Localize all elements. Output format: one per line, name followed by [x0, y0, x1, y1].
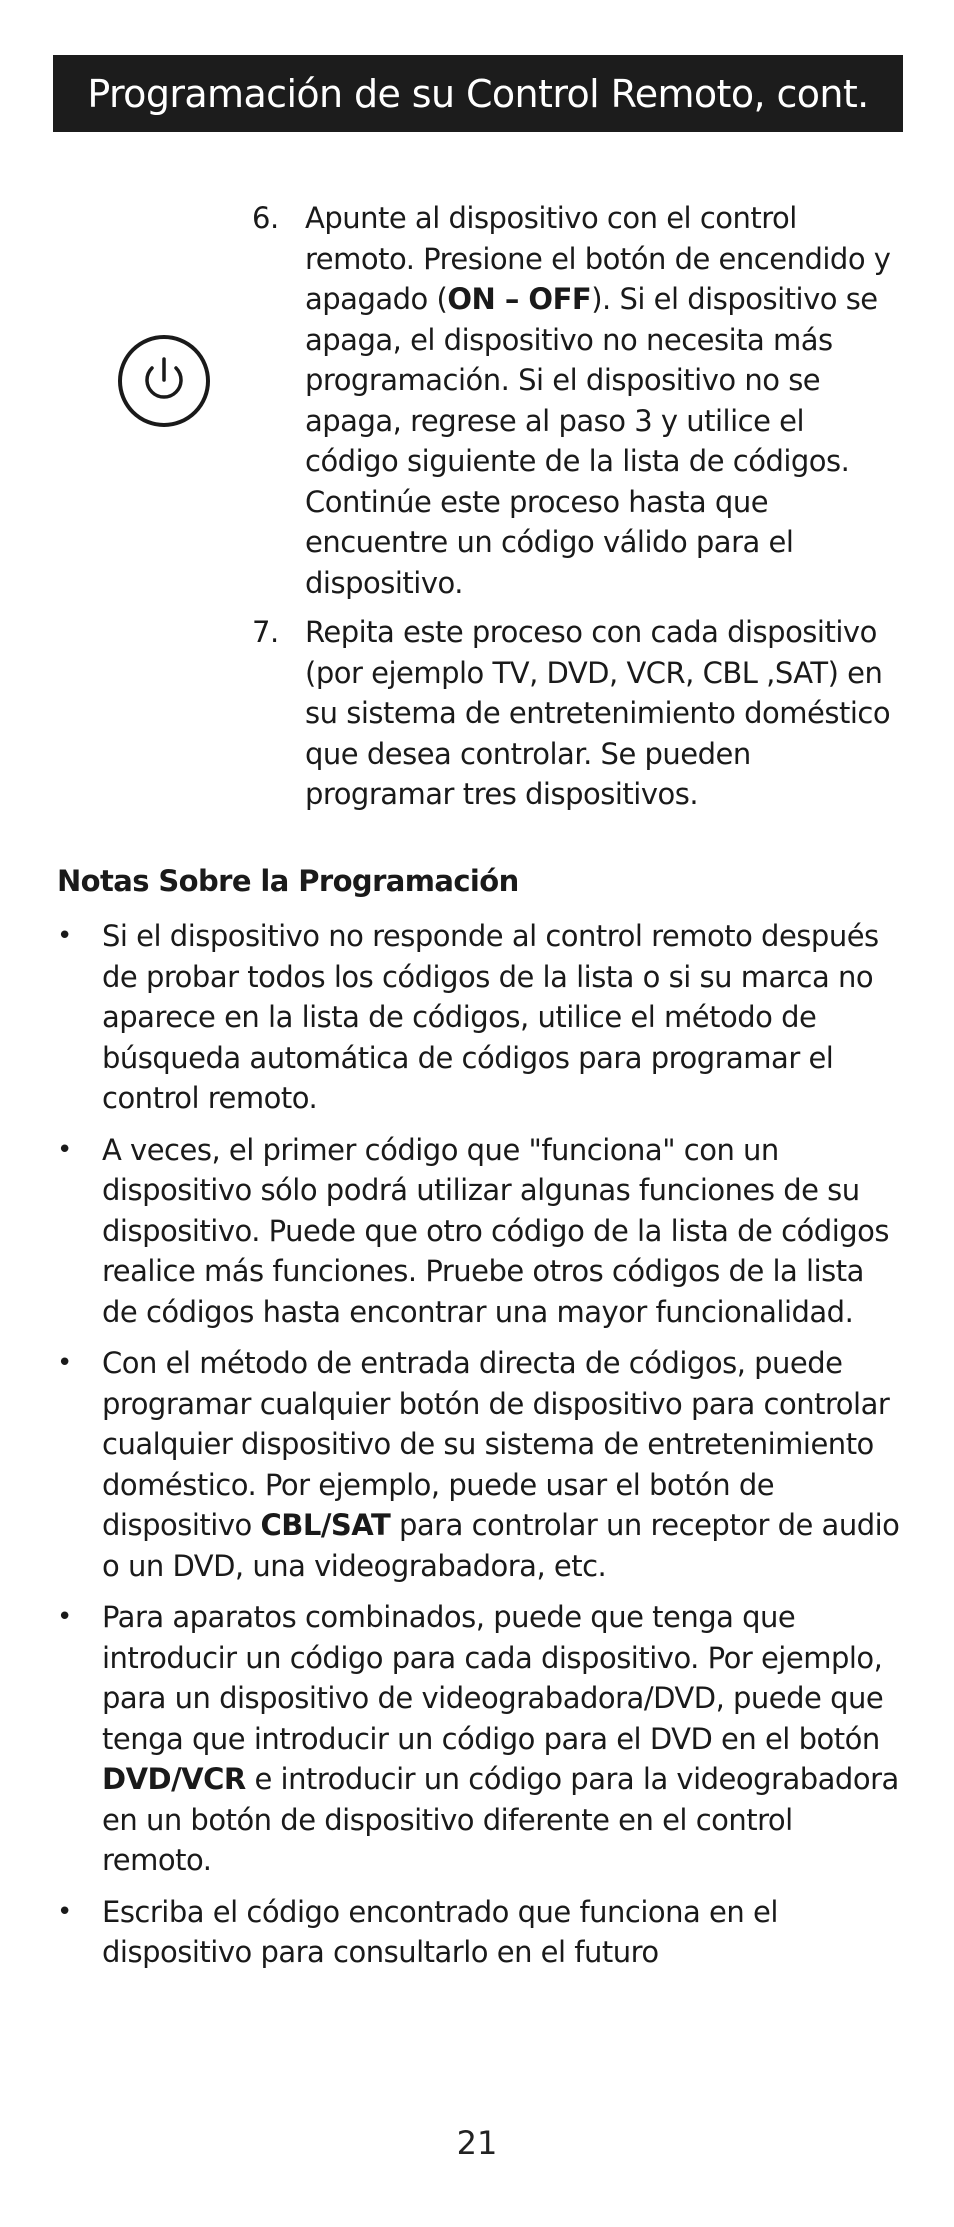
section-header — [53, 55, 903, 132]
step-text: Apunte al dispositivo con el control remoto. Presione el botón de encendido y apagado ( — [305, 201, 891, 316]
step-text-after: ). Si el dispositivo se apaga, el dispositivo no necesita más programación. Si el dispositivo no se apaga, regrese al paso 3 y utilice el código siguiente de la lista de códigos. Continúe este proceso hasta que encuentre un código válido para el dispositivo. — [305, 282, 878, 600]
step-item — [252, 612, 902, 815]
step-number: 7. — [252, 615, 279, 649]
page-number: 21 — [456, 2124, 498, 2162]
bullet-icon: • — [57, 1348, 72, 1378]
bullet-icon: • — [57, 1134, 72, 1165]
bullet-icon: • — [57, 1896, 72, 1927]
page-title: Programación de su Control Remoto, cont. — [87, 71, 869, 116]
step-number: 6. — [252, 201, 279, 235]
note-item — [57, 1597, 907, 1881]
programming-steps — [252, 198, 902, 824]
note-text: Escriba el código encontrado que funciona en el dispositivo para consultarlo en el futuro — [102, 1894, 778, 1969]
bullet-icon: • — [57, 921, 72, 951]
note-bold-text: CBL/SAT — [260, 1508, 391, 1542]
note-text-after: e introducir un código para la videograbadora en un botón de dispositivo diferente en el control remoto. — [102, 1762, 899, 1877]
note-item — [57, 1130, 907, 1333]
note-text-after: para controlar un receptor de audio o un DVD, una videograbadora, etc. — [102, 1508, 900, 1583]
bullet-icon: • — [57, 1602, 72, 1632]
step-text: Repita este proceso con cada dispositivo (por ejemplo TV, DVD, VCR, CBL ,SAT) en su sistema de entretenimiento doméstico que desea controlar. Se pueden programar tres dispositivos. — [305, 615, 891, 811]
note-text: Con el método de entrada directa de códigos, puede programar cualquier botón de dispositivo para controlar cualquier dispositivo de su sistema de entretenimiento doméstico. Por ejemplo, puede usar el botón de dispositivo — [102, 1346, 890, 1542]
note-item — [57, 916, 907, 1119]
step-item — [252, 198, 902, 603]
note-text: Si el dispositivo no responde al control remoto después de probar todos los códigos de la lista o si su marca no aparece en la lista de códigos, utilice el método de búsqueda automática de códigos para programar el control remoto. — [102, 919, 879, 1115]
power-icon — [116, 333, 212, 429]
note-text: A veces, el primer código que "funciona" con un dispositivo sólo podrá utilizar algunas funciones de su dispositivo. Puede que otro código de la lista de códigos realice más funciones. Pruebe otros códigos de la lista de códigos hasta encontrar una mayor funcionalidad. — [102, 1132, 890, 1329]
step-bold-text: ON – OFF — [447, 282, 592, 316]
note-item — [57, 1892, 907, 1973]
notes-list — [57, 916, 907, 1984]
note-text: Para aparatos combinados, puede que tenga que introducir un código para cada dispositivo. Por ejemplo, para un dispositivo de videograbadora/DVD, puede que tenga que introducir un código para el DVD en el botón — [102, 1600, 884, 1756]
notes-heading: Notas Sobre la Programación — [57, 864, 519, 898]
note-bold-text: DVD/VCR — [102, 1762, 246, 1796]
note-item — [57, 1343, 907, 1586]
